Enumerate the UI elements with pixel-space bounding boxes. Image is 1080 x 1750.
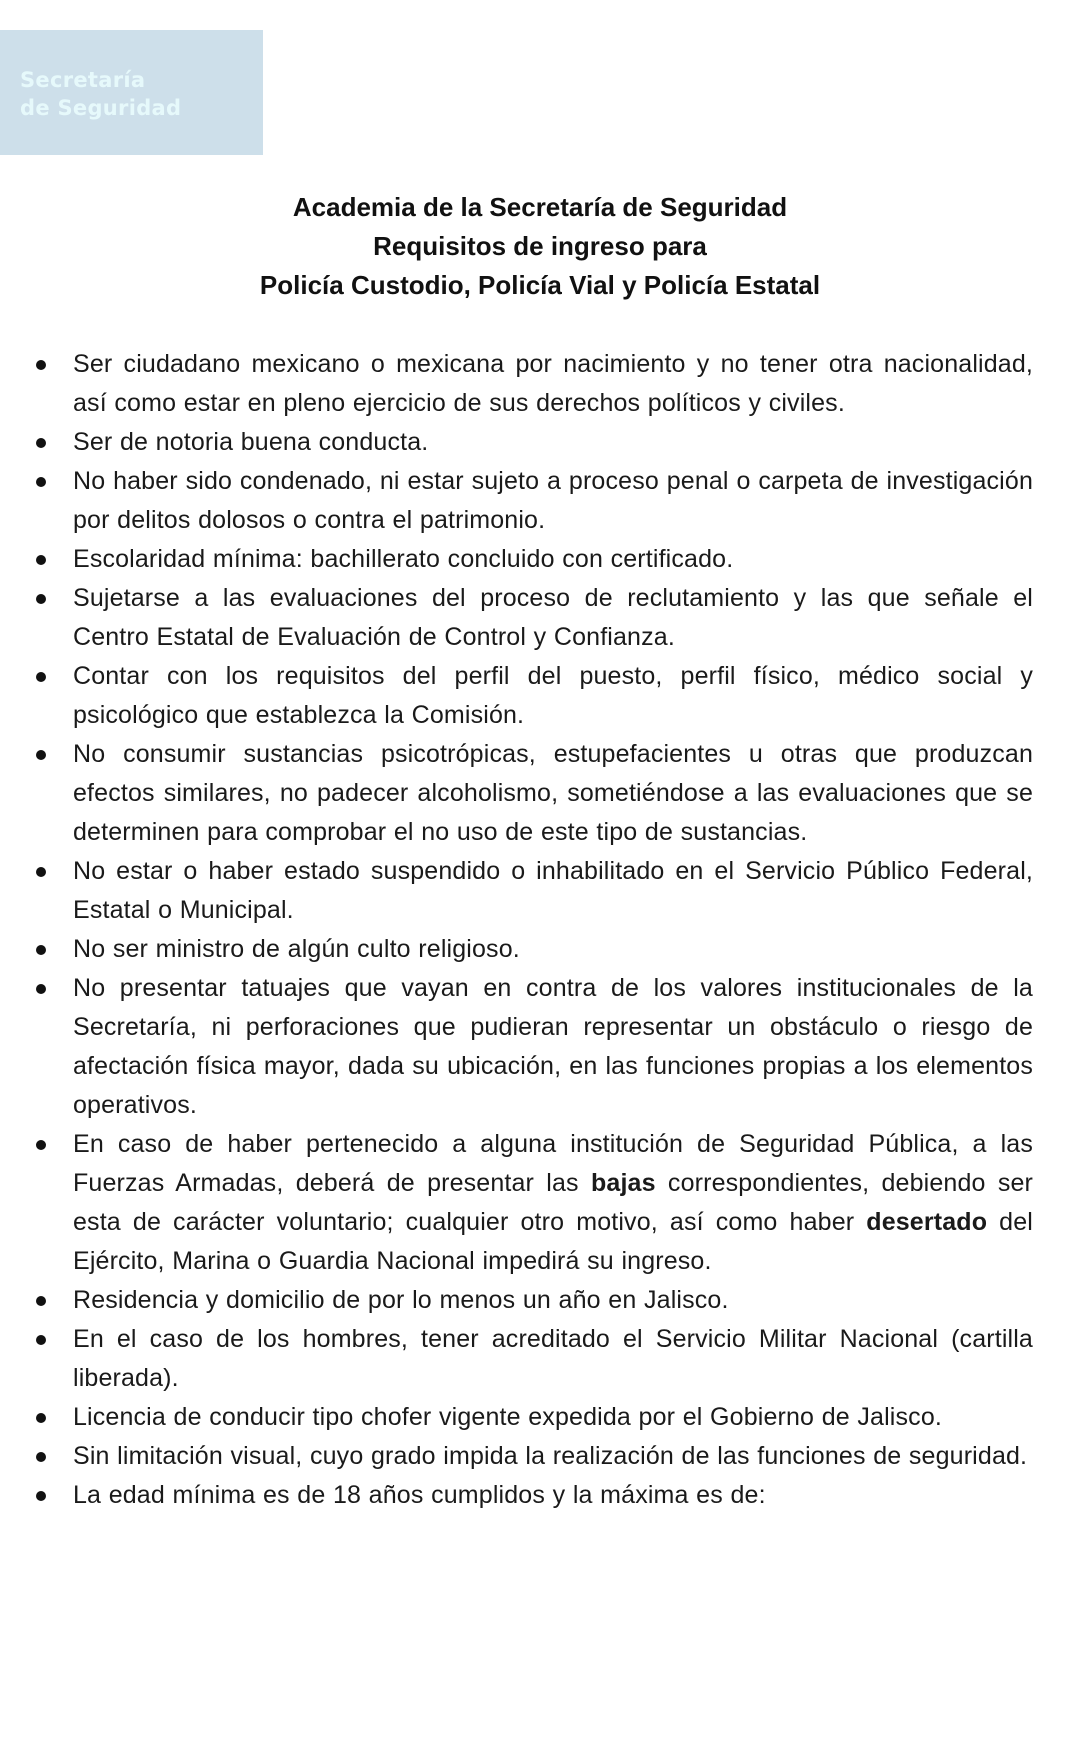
bullet-icon [36,945,46,955]
requirement-item [73,1437,1033,1476]
emphasis-bajas: bajas [590,1169,656,1197]
requirement-text: Contar con los requisitos del perfil del puesto, perfil físico, médico social y psicológico que establezca la Comisión. [73,662,1033,729]
requirement-item [73,1125,1033,1281]
requirement-item [73,540,1033,579]
requirement-text: Ser de notoria buena conducta. [73,428,429,456]
bullet-icon [36,1413,46,1423]
requirement-item [73,1476,1033,1515]
requirement-item [73,852,1033,930]
requirement-text: Residencia y domicilio de por lo menos un año en Jalisco. [73,1286,729,1314]
emphasis-desertado: desertado [866,1208,988,1236]
requirement-text-part: del Ejército, Marina o Guardia Nacional impedirá su ingreso. [73,1208,1033,1275]
bullet-icon [36,477,46,487]
bullet-icon [36,438,46,448]
requirement-text: Sujetarse a las evaluaciones del proceso de reclutamiento y las que señale el Centro Estatal de Evaluación de Control y Confianza. [73,584,1033,651]
requirements-list [0,345,1080,1515]
title-line-positions: Policía Custodio, Policía Vial y Policía Estatal [259,270,821,300]
requirement-text: No ser ministro de algún culto religioso. [73,935,520,963]
bullet-icon [36,1335,46,1345]
requirement-text: En el caso de los hombres, tener acreditado el Servicio Militar Nacional (cartilla liberada). [73,1325,1033,1392]
requirement-item [73,1281,1033,1320]
logo-text-line2: de Seguridad [20,96,182,120]
requirement-text: Sin limitación visual, cuyo grado impida la realización de las funciones de seguridad. [73,1442,1028,1470]
secretaria-logo [0,30,263,155]
requirement-text: No estar o haber estado suspendido o inhabilitado en el Servicio Público Federal, Estatal o Municipal. [73,857,1033,924]
bullet-icon [36,1491,46,1501]
bullet-icon [36,984,46,994]
requirement-item [73,579,1033,657]
requirement-text: No consumir sustancias psicotrópicas, estupefacientes u otras que produzcan efectos similares, no padecer alcoholismo, sometiéndose a las evaluaciones que se determinen para comprobar el no uso de este tipo de sustancias. [73,740,1033,846]
requirement-item [73,735,1033,852]
requirement-text: No haber sido condenado, ni estar sujeto a proceso penal o carpeta de investigación por delitos dolosos o contra el patrimonio. [73,467,1033,534]
title-line-academy: Academia de la Secretaría de Seguridad [292,192,788,222]
requirement-item [73,1320,1033,1398]
bullet-icon [36,1452,46,1462]
requirement-item [73,930,1033,969]
requirement-item [73,657,1033,735]
bullet-icon [36,1296,46,1306]
requirement-text-part: correspondientes, debiendo ser esta de carácter voluntario; cualquier otro motivo, así como haber [73,1169,1034,1236]
requirement-text-part: En caso de haber pertenecido a alguna institución de Seguridad Pública, a las Fuerzas Armadas, deberá de presentar las [73,1130,1033,1197]
logo-text-line1: Secretaría [20,68,146,92]
bullet-icon [36,672,46,682]
requirement-item [73,1398,1033,1437]
requirement-text: Ser ciudadano mexicano o mexicana por nacimiento y no tener otra nacionalidad, así como estar en pleno ejercicio de sus derechos políticos y civiles. [73,350,1033,417]
bullet-icon [36,867,46,877]
requirement-text: Escolaridad mínima: bachillerato concluido con certificado. [73,545,734,573]
requirement-text: La edad mínima es de 18 años cumplidos y la máxima es de: [73,1481,766,1509]
bullet-icon [36,594,46,604]
bullet-icon [36,555,46,565]
requirement-item [73,345,1033,423]
document-title [0,188,1080,305]
requirement-text: Licencia de conducir tipo chofer vigente expedida por el Gobierno de Jalisco. [73,1403,942,1431]
requirement-item [73,462,1033,540]
title-line-requirements: Requisitos de ingreso para [373,231,707,261]
requirement-text: No presentar tatuajes que vayan en contra de los valores institucionales de la Secretaría, ni perforaciones que pudieran representar un obstáculo o riesgo de afectación física mayor, dada su ubicación, en las funciones propias a los elementos operativos. [73,974,1033,1119]
requirement-item [73,423,1033,462]
bullet-icon [36,750,46,760]
requirement-item [73,969,1033,1125]
bullet-icon [36,360,46,370]
bullet-icon [36,1140,46,1150]
